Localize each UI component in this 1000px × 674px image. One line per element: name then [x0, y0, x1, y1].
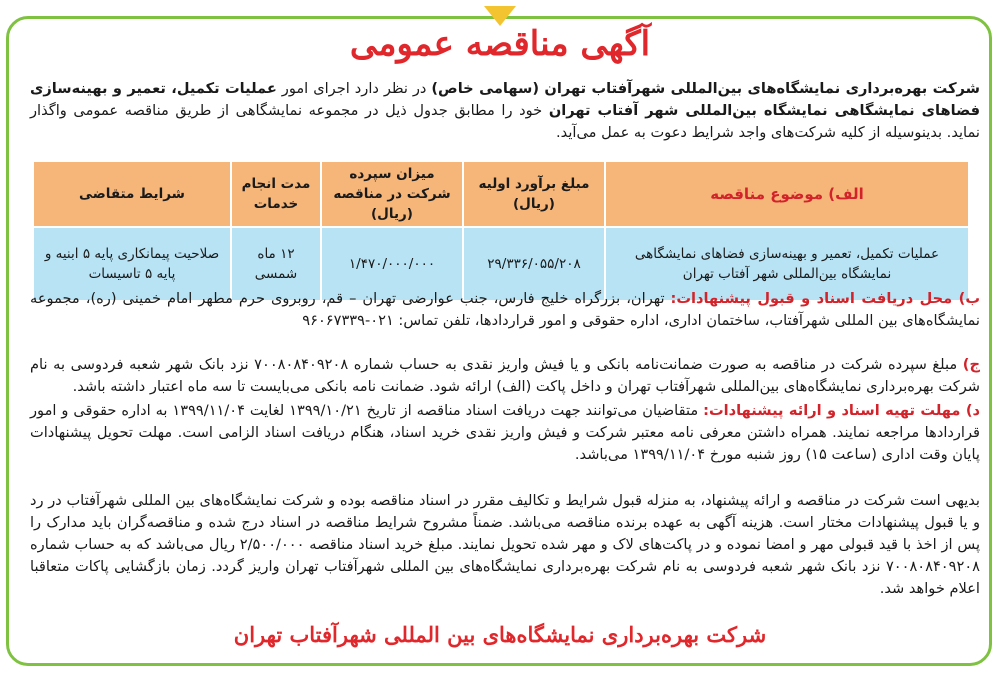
section-b-heading: ب) محل دریافت اسناد و قبول پیشنهادات: [670, 290, 980, 307]
section-c [30, 354, 980, 398]
works-description: عملیات تکمیل، تعمیر و بهینه‌سازی فضاهای نمایشگاهی نمایشگاه بین‌المللی شهر آفتاب تهران [30, 80, 981, 119]
tender-table [32, 160, 970, 302]
table-header-row [33, 161, 969, 227]
header-subject: الف) موضوع مناقصه [605, 161, 969, 227]
section-b [30, 288, 980, 332]
header-deposit: میزان سپرده شرکت در مناقصه (ریال) [321, 161, 463, 227]
intro-paragraph [30, 78, 980, 144]
section-c-heading: ج) [962, 356, 980, 373]
cell-deposit: ۱/۴۷۰/۰۰۰/۰۰۰ [321, 227, 463, 301]
header-duration: مدت انجام خدمات [231, 161, 321, 227]
intro-text-2: خود را مطابق جدول ذیل در مجموعه نمایشگاهی از طریق مناقصه عمومی واگذار نماید. بدینوسیله از کلیه شرکت‌های واجد شرایط دعوت به عمل می‌آید. [30, 102, 980, 141]
footer-company-signature: شرکت بهره‌برداری نمایشگاه‌های بین المللی شهرآفتاب تهران [233, 622, 767, 647]
header-estimate: مبلغ برآورد اولیه (ریال) [463, 161, 605, 227]
section-c-text: مبلغ سپرده شرکت در مناقصه به صورت ضمانت‌نامه بانکی و یا فیش واریز نقدی به حساب شماره ۷۰۰۸۰۸۴۰۹۲۰۸ نزد بانک شهر شعبه فردوسی به نام شرکت بهره‌برداری نمایشگاه‌های بین‌المللی شهرآفتاب تهران و داخل پاکت (الف) ارائه شود. ضمانت نامه بانکی می‌بایست تا سه ماه اعتبار داشته باشد. [30, 356, 980, 395]
header-conditions: شرایط متقاضی [33, 161, 231, 227]
section-d [30, 400, 980, 466]
notice-title: آگهی مناقصه عمومی [349, 24, 651, 64]
company-name: شرکت بهره‌برداری نمایشگاه‌های بین‌المللی شهرآفتاب تهران (سهامی خاص) [431, 80, 980, 97]
top-notch-marker [484, 6, 516, 26]
section-d-heading: د) مهلت تهیه اسناد و ارائه پیشنهادات: [703, 402, 980, 419]
cell-conditions: صلاحیت پیمانکاری پایه ۵ ابنیه و پایه ۵ تاسیسات [33, 227, 231, 301]
cell-subject: عملیات تکمیل، تعمیر و بهینه‌سازی فضاهای نمایشگاهی نمایشگاه بین‌المللی شهر آفتاب تهران [605, 227, 969, 301]
section-d-text: متقاضیان می‌توانند جهت دریافت اسناد مناقصه از تاریخ ۱۳۹۹/۱۰/۲۱ لغایت ۱۳۹۹/۱۱/۰۴ به اداره حقوقی و امور قراردادها مراجعه نمایند. همراه داشتن معرفی نامه معتبر شرکت و فیش واریز نقدی خرید اسناد، هنگام دریافت اسناد الزامی است. مهلت تحویل پیشنهادات پایان وقت اداری (ساعت ۱۵) روز شنبه مورخ ۱۳۹۹/۱۱/۰۴ می‌باشد. [30, 402, 980, 463]
section-b-text: تهران، بزرگراه خلیج فارس، جنب عوارضی تهران – قم، روبروی حرم مطهر امام خمینی (ره)، مجموعه نمایشگاه‌های بین المللی شهرآفتاب، ساختمان اداری، اداره حقوقی و امور قراردادها، تلفن تماس: ۰۲۱-۹۶۰۶۷۳۳۹ [30, 290, 980, 329]
intro-text-1: در نظر دارد اجرای امور [276, 80, 432, 97]
closing-paragraph: بدیهی است شرکت در مناقصه و ارائه پیشنهاد، به منزله قبول شرایط و تکالیف مقرر در اسناد مناقصه بوده و شرکت نمایشگاه‌های بین المللی شهرآفتاب در رد و یا قبول پیشنهادات مختار است. هزینه آگهی به عهده برنده مناقصه می‌باشد. ضمناً مشروح شرایط مناقصه در اسناد درج شده و مناقصه‌گران باید مدارک را پس از اخذ با قید قبولی مهر و امضا نموده و در پاکت‌های لاک و مهر شده تحویل نمایند. مبلغ خرید اسناد مناقصه ۲/۵۰۰/۰۰۰ ریال می‌باشد که به حساب شماره ۷۰۰۸۰۸۴۰۹۲۰۸ نزد بانک شهر شعبه فردوسی به نام شرکت بهره‌برداری نمایشگاه‌های بین المللی شهرآفتاب تهران واریز گردد. زمان بازگشایی پاکات متعاقبا اعلام خواهد شد. [30, 492, 980, 597]
cell-duration: ۱۲ ماه شمسی [231, 227, 321, 301]
cell-estimate: ۲۹/۳۳۶/۰۵۵/۲۰۸ [463, 227, 605, 301]
